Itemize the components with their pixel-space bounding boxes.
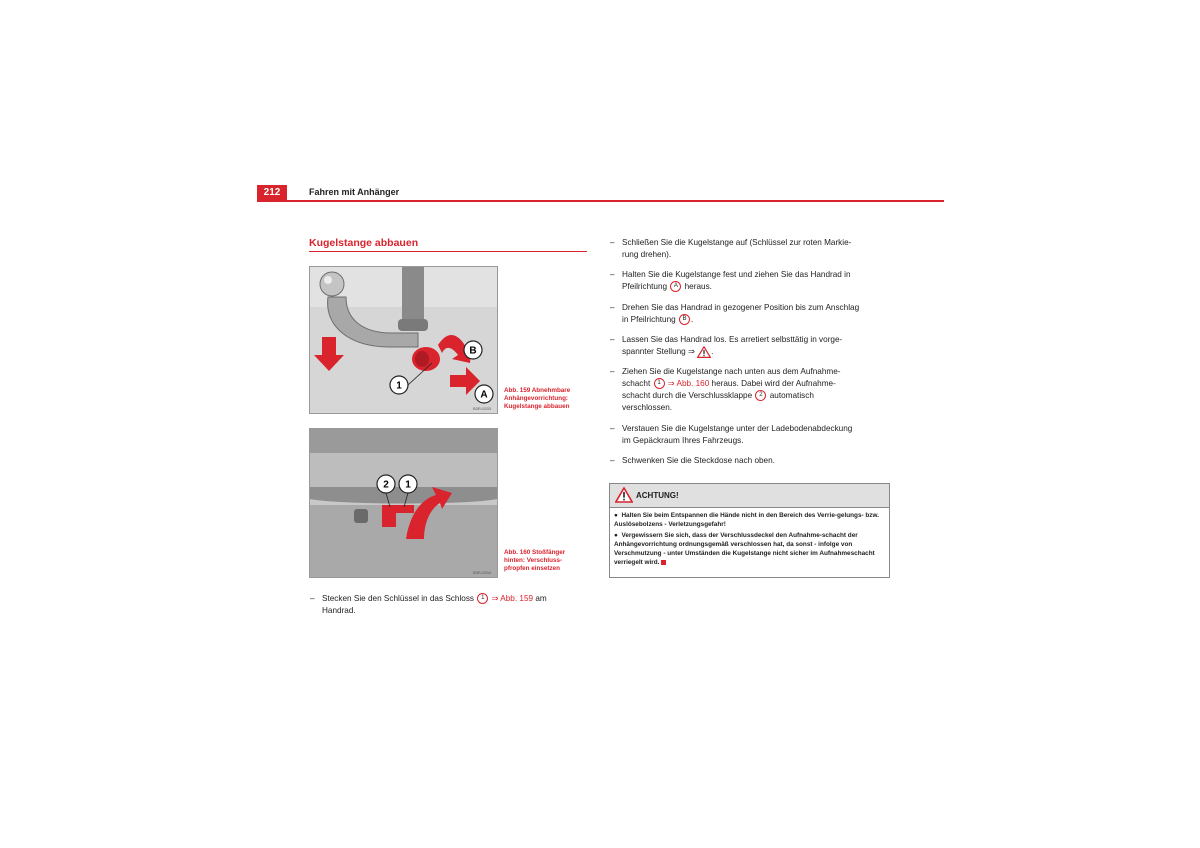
figure-160 [309,428,498,578]
page-header [257,185,944,201]
figure-link[interactable]: Abb. 160 [676,379,710,388]
dash: – [610,238,615,247]
callout-1-label: 1 [396,380,402,392]
step-text: Verstauen Sie die Kugelstange unter der Ladebodenabdeckung [622,424,853,433]
caption-line: Abb. 159 Abnehmbare [504,387,571,394]
ref-number: 2 [755,390,766,401]
step-text: heraus. [684,282,712,291]
step-7 [610,455,890,467]
step-text: Schließen Sie die Kugelstange auf (Schlüssel zur roten Markie- [622,238,852,247]
figure-160-caption [504,549,565,573]
page-number: 212 [257,185,287,201]
step-text: Schwenken Sie die Steckdose nach oben. [622,456,775,465]
figure-159-caption [504,387,570,411]
warning-item [614,531,885,568]
caption-line: Anhängevorrichtung: [504,395,569,402]
step-5 [610,366,890,414]
step-1 [610,237,890,261]
step-text: am [535,594,547,603]
callout-b-label: B [469,345,477,357]
section-title: Kugelstange abbauen [309,237,419,249]
dash: – [310,594,315,603]
ref-number: 1 [477,593,488,604]
step-text: schacht [622,379,651,388]
step-text: Halten Sie die Kugelstange fest und ziehen Sie das Handrad in [622,270,851,279]
warning-text: Vergewissern Sie sich, dass der Verschlussdeckel den Aufnahme-schacht der Anhängevorrichtung ordnungsgemäß verschlossen hat, da sonst - infolge von Verschmutzung - unter Umständen die Kugelstange nicht sicher im Aufnahmeschacht verriegelt wird. [614,531,875,567]
warning-triangle-icon [697,346,714,358]
bullet: ● [614,512,618,519]
caption-line: Abb. 160 Stoßfänger [504,549,566,556]
dash: – [610,456,615,465]
step-text: Ziehen Sie die Kugelstange nach unten aus dem Aufnahme- [622,367,841,376]
ref-arrow: ⇒ [491,594,499,603]
step-3 [610,302,890,326]
step-text: automatisch [769,391,814,400]
dash: – [610,270,615,279]
step-text: . [711,347,714,357]
warning-header [610,484,889,508]
step-text: rung drehen). [622,250,672,259]
ref-letter: B [679,314,690,325]
step-text: im Gepäckraum Ihres Fahrzeugs. [622,436,744,445]
dash: – [610,424,615,433]
caption-line: Kugelstange abbauen [504,403,570,410]
callout-a-label: A [480,389,488,401]
dash: – [610,335,615,344]
section-title-rule [309,251,587,252]
step-text: Pfeilrichtung [622,282,668,291]
figure-link[interactable]: Abb. 159 [500,594,534,603]
step-text: heraus. Dabei wird der Aufnahme- [711,379,836,388]
ref-letter: A [670,281,681,292]
figure-code: B3R-0203 [473,406,492,411]
chapter-title: Fahren mit Anhänger [309,187,400,197]
header-rule [257,200,944,202]
warning-text: Halten Sie beim Entspannen die Hände nicht in den Bereich des Verrie-gelungs- bzw. Auslösebolzens - Verletzungsgefahr! [614,512,880,529]
step-text: . [690,315,694,324]
step-2 [610,269,890,293]
warning-triangle-icon [615,487,633,503]
figure-code: B3R-0204 [473,570,492,575]
towbar-illustration [310,267,497,413]
step-text: Stecken Sie den Schlüssel in das Schloss [322,594,475,603]
step-4 [610,334,890,358]
callout-1-label: 1 [405,479,411,491]
warning-body [610,508,889,568]
step-6 [610,423,890,447]
callout-2-label: 2 [383,479,389,491]
step-text: spannter Stellung [622,347,686,357]
step-text: Handrad. [322,606,356,615]
caption-line: hinten: Verschluss- [504,557,563,564]
end-marker [661,560,666,565]
step-text: Drehen Sie das Handrad in gezogener Position bis zum Anschlag [622,303,860,312]
warning-item [614,511,885,530]
warning-box [609,483,890,578]
step-text: verschlossen. [622,403,673,412]
ref-arrow: ⇒ [667,379,675,388]
bullet: ● [614,531,618,539]
bumper-illustration [310,429,497,577]
left-step [310,593,590,617]
step-text: Lassen Sie das Handrad los. Es arretiert selbsttätig in vorge- [622,335,843,344]
figure-159 [309,266,498,414]
warning-title: ACHTUNG! [636,491,679,500]
ref-arrow: ⇒ [688,347,695,357]
caption-line: pfropfen einsetzen [504,565,560,572]
dash: – [610,367,615,376]
step-text: schacht durch die Verschlussklappe [622,391,753,400]
dash: – [610,303,615,312]
ref-number: 1 [654,378,665,389]
step-text: in Pfeilrichtung [622,315,676,324]
